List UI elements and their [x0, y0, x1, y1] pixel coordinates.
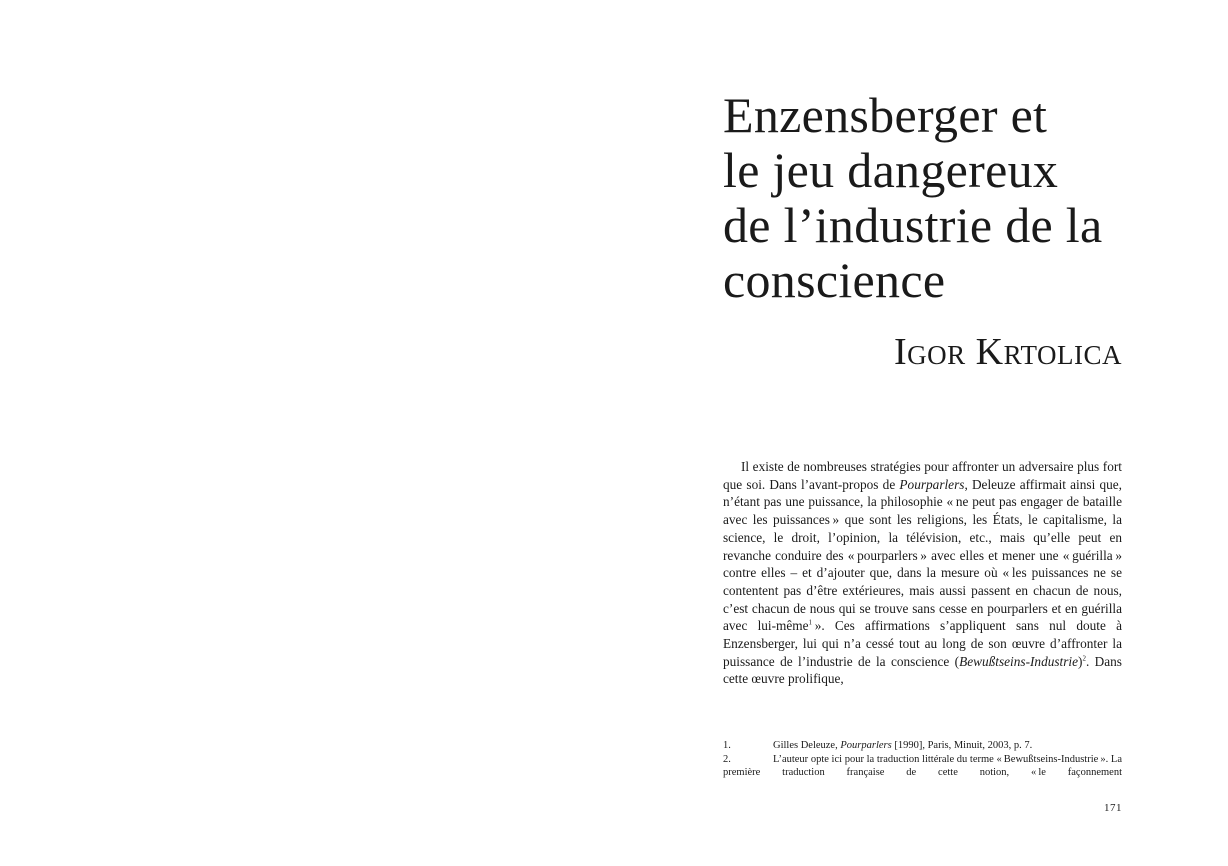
footnote-segment: [1990], Paris, Minuit, 2003, p. 7. [891, 740, 1033, 751]
body-text-segment: ) [1078, 653, 1083, 669]
body-text-segment: ». Ces affirmations s’appliquent sans nul doute à Enzensberger, lui qui n’a cessé tout au long de son œuvre d’affronter la puissance de l’industrie de la conscience ( [723, 618, 1122, 669]
author-name: Igor Krtolica [894, 331, 1122, 373]
work-title: Pourparlers [899, 476, 965, 492]
body-text-segment: , Deleuze affirmait ainsi que, n’étant pas une puissance, la philosophie « ne peut pas engager de bataille avec les puissances » que sont les religions, les États, le capitalisme, la science, le droit, l’opinion, la télévision, etc., mais qu’elle peut en revanche conduire des « pourparlers » avec elles et mener une « guérilla » contre elles – et d’ajouter que, dans la mesure où « les puissances ne se contentent pas d’être extérieures, mais aussi passent en chacun de nous, c’est chacun de nous qui se trouve sans cesse en pourparlers et en guérilla avec lui-même [723, 476, 1122, 634]
footnote-ref[interactable]: 2 [1082, 654, 1086, 663]
footnote-segment: Gilles Deleuze, [773, 740, 841, 751]
body-text-segment: Il existe de nombreuses stratégies pour affronter un adversaire plus fort que soi. Dans l’avant-propos de [723, 459, 1122, 492]
footnote-1 [723, 739, 1122, 753]
right-page [614, 0, 1228, 866]
title-line: le jeu dangereux [723, 142, 1059, 198]
footnote-2 [723, 753, 1122, 780]
footnote-number: 2. [723, 753, 731, 765]
german-term: Bewußtseins-Industrie [959, 653, 1079, 669]
article-title [723, 88, 1143, 308]
title-line: conscience [723, 252, 946, 308]
footnote-text: L’auteur opte ici pour la traduction littérale du terme « Bewußtseins-Industrie ». La première traduction française de cette notion, « le façonnement [723, 753, 1122, 778]
footnote-number: 1. [723, 740, 731, 751]
body-paragraph [723, 458, 1122, 688]
body-text-segment: . Dans cette œuvre prolifique, [723, 653, 1122, 687]
title-line: de l’industrie de la [723, 197, 1103, 253]
title-line: Enzensberger et [723, 87, 1048, 143]
footnotes [723, 739, 1122, 781]
footnote-text [773, 739, 1122, 753]
footnote-ref[interactable]: 1 [808, 618, 813, 627]
page-number: 171 [1104, 802, 1122, 814]
work-title: Pourparlers [840, 740, 892, 751]
